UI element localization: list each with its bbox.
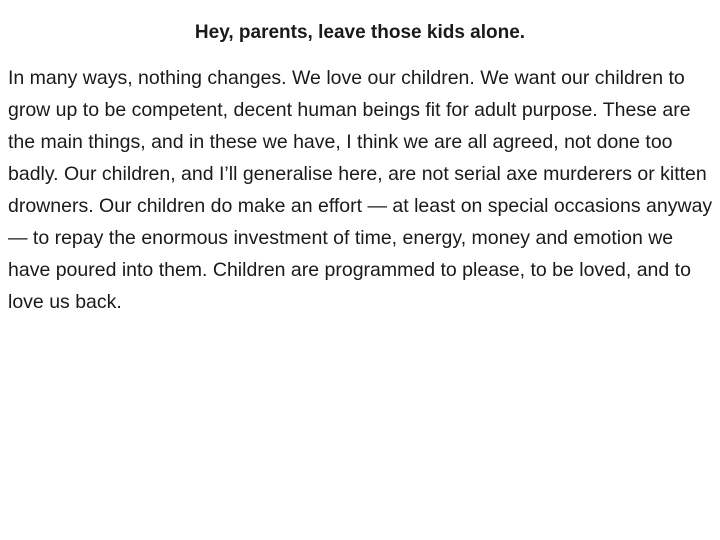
slide-title: Hey, parents, leave those kids alone. bbox=[194, 22, 526, 43]
slide-body-text: In many ways, nothing changes. We love our children. We want our children to grow up to be competent, decent human beings fit for adult purpose. These are the main things, and in these we have, I think we are all agreed, not done too badly. Our children, and I’ll generalise here, are not serial axe murderers or kitten drowners. Our children do make an effort — at least on special occasions anyway — to repay the enormous investment of time, energy, money and emotion we have poured into them. Children are programmed to please, to be loved, and to love us back. bbox=[8, 67, 713, 313]
